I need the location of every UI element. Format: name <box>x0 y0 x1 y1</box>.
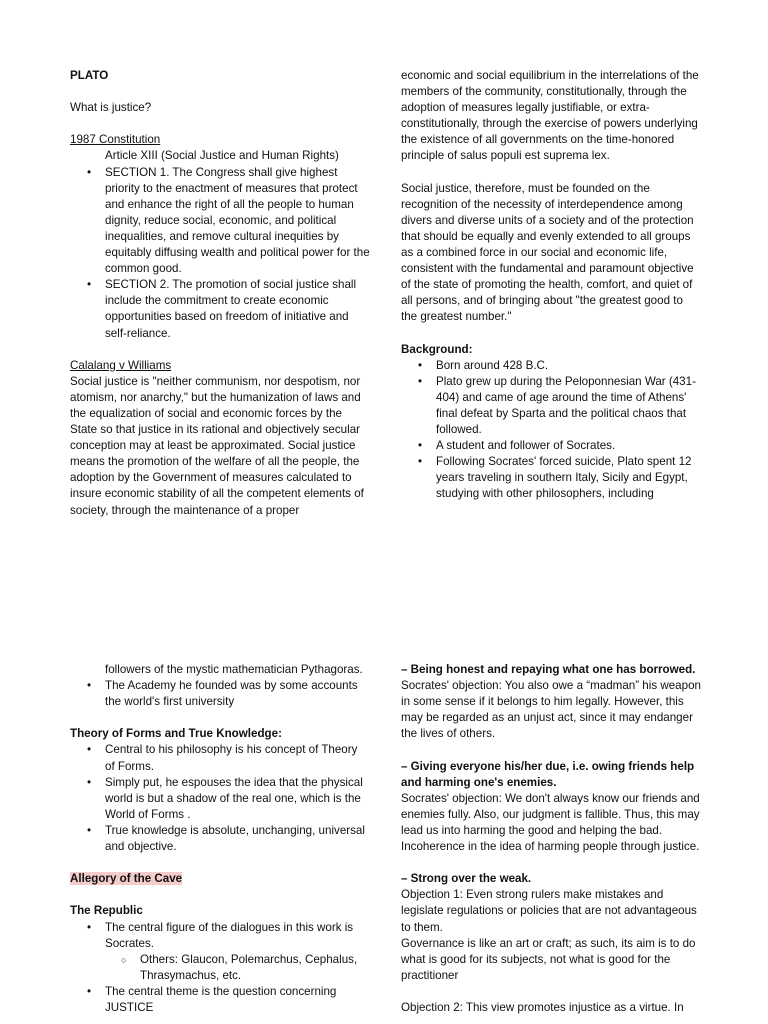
republic-item: • The central figure of the dialogues in this work is Socrates. <box>70 920 370 952</box>
republic-heading: The Republic <box>70 904 143 918</box>
republic-item: • The central theme is the question concerning JUSTICE <box>70 984 370 1016</box>
objection-2-text: Objection 2: This view promotes injustice as a virtue. In <box>401 1000 684 1014</box>
republic-subitem: ○ Others: Glaucon, Polemarchus, Cephalus, Thrasymachus, etc. <box>70 952 370 984</box>
question-text: What is justice? <box>70 101 152 115</box>
definition-objection-2: Socrates' objection: We don't always know our friends and enemies fully. Also, our judgment is fallible. Thus, this may lead us into harming the good and helping the bad. Incoherence in the idea of harming people through justice. <box>401 791 700 854</box>
page2-left-column <box>70 662 370 1016</box>
objection-1-text: Objection 1: Even strong rulers make mistakes and legislate regulations or policies that are not advantageous to them. <box>401 888 697 934</box>
article-label: Article XIII (Social Justice and Human Rights) <box>105 149 339 163</box>
forms-item: • Central to his philosophy is his concept of Theory of Forms. <box>70 742 370 774</box>
background-item: • Born around 428 B.C. <box>401 358 701 374</box>
forms-item: • Simply put, he espouses the idea that the physical world is but a shadow of the real one, which is the World of Forms . <box>70 775 370 823</box>
section-item: • SECTION 1. The Congress shall give highest priority to the enactment of measures that protect and enhance the right of all the people to human dignity, reduce social, economic, and political inequalities, and remove cultural inequities by equitably diffusing wealth and political power for the common good. <box>70 165 370 278</box>
forms-item: • True knowledge is absolute, unchanging, universal and objective. <box>70 823 370 855</box>
academy-item: • The Academy he founded was by some accounts the world's first university <box>70 678 370 710</box>
forms-heading: Theory of Forms and True Knowledge: <box>70 727 282 741</box>
social-justice-paragraph: Social justice, therefore, must be founded on the recognition of the necessity of interdependence among divers and diverse units of a society and of the protection that should be equally and evenly extended to all groups as a combined force in our social and economic life, consistent with the fundamental and paramount objective of the state of promoting the health, comfort, and quiet of all persons, and of bringing about "the greatest good to the greatest number." <box>401 181 694 324</box>
page2-right-column <box>401 662 701 1016</box>
document-page-2 <box>0 640 768 1024</box>
republic-list <box>70 920 370 1017</box>
continued-text: followers of the mystic mathematician Pythagoras. <box>105 663 363 676</box>
governance-text: Governance is like an art or craft; as such, its aim is to do what is good for its subjects, not what is good for the practitioner <box>401 936 696 982</box>
page1-left-column <box>70 68 370 519</box>
definition-heading-1: – Being honest and repaying what one has borrowed. <box>401 663 696 676</box>
case-text: Social justice is "neither communism, nor despotism, nor atomism, nor anarchy," but the humanization of laws and the equalization of social and economic forces by the State so that justice in its rational and objectively secular conception may at least be approximated. Social justice means the promotion of the welfare of all the people, the adoption by the Government of measures calculated to insure economic stability of all the competent elements of society, through the maintenance of a proper <box>70 374 364 517</box>
definition-objection-1: Socrates' objection: You also owe a “madman” his weapon in some sense if it belongs to him legally. However, this may be regarded as an unjust act, since it may endanger the lives of others. <box>401 679 701 741</box>
background-heading: Background: <box>401 342 473 356</box>
background-item: • Following Socrates' forced suicide, Plato spent 12 years traveling in southern Italy, Sicily and Egypt, studying with other philosophers, including <box>401 454 701 502</box>
sections-list <box>70 165 370 342</box>
academy-list <box>70 678 370 710</box>
cave-heading <box>70 871 370 887</box>
doc-title: PLATO <box>70 69 109 82</box>
definition-heading-3: – Strong over the weak. <box>401 872 532 886</box>
page1-right-column <box>401 68 701 503</box>
case-heading: Calalang v Williams <box>70 358 172 372</box>
continued-text: economic and social equilibrium in the interrelations of the members of the community, constitutionally, through the adoption of measures legally justifiable, or extra-constitutionally, through the exercise of powers underlying the existence of all governments on the time-honored principle of salus populi est suprema lex. <box>401 69 699 163</box>
constitution-heading: 1987 Constitution <box>70 133 161 147</box>
definition-heading-2: – Giving everyone his/her due, i.e. owing friends help and harming one's enemies. <box>401 759 695 789</box>
background-item: • A student and follower of Socrates. <box>401 438 701 454</box>
forms-list <box>70 742 370 855</box>
background-item: • Plato grew up during the Peloponnesian War (431-404) and came of age around the time of Athens' final defeat by Sparta and the political chaos that followed. <box>401 374 701 438</box>
background-list <box>401 358 701 503</box>
cave-heading-highlight: Allegory of the Cave <box>70 872 183 886</box>
section-item: • SECTION 2. The promotion of social justice shall include the commitment to create economic opportunities based on freedom of initiative and self-reliance. <box>70 277 370 341</box>
